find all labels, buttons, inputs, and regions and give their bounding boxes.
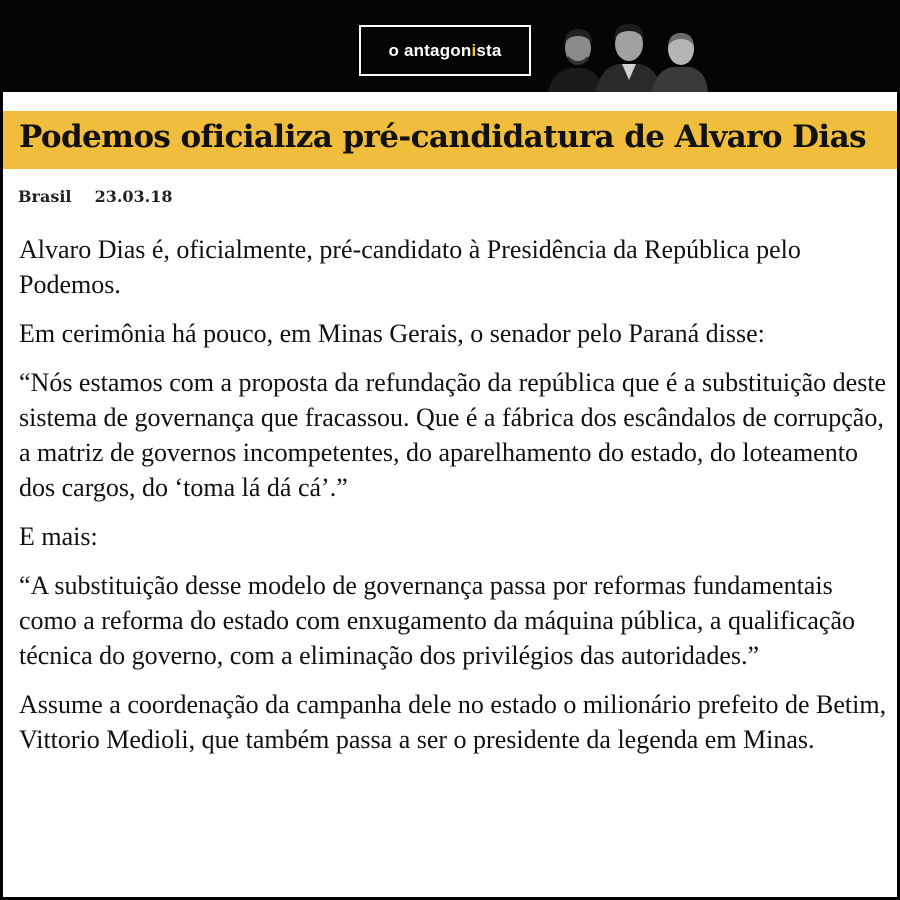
site-logo[interactable] xyxy=(359,25,531,76)
article-paragraph: E mais: xyxy=(19,522,98,551)
article-paragraph: “A substituição desse modelo de governança passa por reformas fundamentais como a reforma do estado com enxugamento da máquina pública, a qualificação técnica do governo, com a eliminação dos privilégios das autoridades.” xyxy=(19,571,855,670)
columnist-portrait-2 xyxy=(596,24,662,92)
site-header xyxy=(0,0,900,92)
columnist-portrait-3 xyxy=(652,33,708,92)
article-category[interactable]: Brasil xyxy=(18,187,72,206)
columnists-photo xyxy=(548,22,708,92)
article-title[interactable]: Podemos oficializa pré-candidatura de Alvaro Dias xyxy=(19,119,866,155)
logo-text-accent: i xyxy=(471,40,477,60)
logo-text-prefix: o antagon xyxy=(388,40,472,60)
article-card xyxy=(3,92,897,897)
title-bar xyxy=(3,111,897,169)
article-paragraph: Alvaro Dias é, oficialmente, pré-candidato à Presidência da República pelo Podemos. xyxy=(19,235,801,299)
article-date: 23.03.18 xyxy=(94,187,173,206)
article-body xyxy=(19,232,889,771)
article-paragraph: “Nós estamos com a proposta da refundação da república que é a substituição deste sistema de governança que fracassou. Que é a fábrica dos escândalos de corrupção, a matriz de governos incompetentes, do aparelhamento do estado, do loteamento dos cargos, do ‘toma lá dá cá’.” xyxy=(19,368,887,502)
article-paragraph: Assume a coordenação da campanha dele no estado o milionário prefeito de Betim, Vittorio Medioli, que também passa a ser o presidente da legenda em Minas. xyxy=(19,690,887,754)
logo-text-suffix: sta xyxy=(476,40,502,60)
article-paragraph: Em cerimônia há pouco, em Minas Gerais, o senador pelo Paraná disse: xyxy=(19,319,765,348)
article-meta xyxy=(18,187,173,206)
columnist-portrait-1 xyxy=(548,29,604,92)
